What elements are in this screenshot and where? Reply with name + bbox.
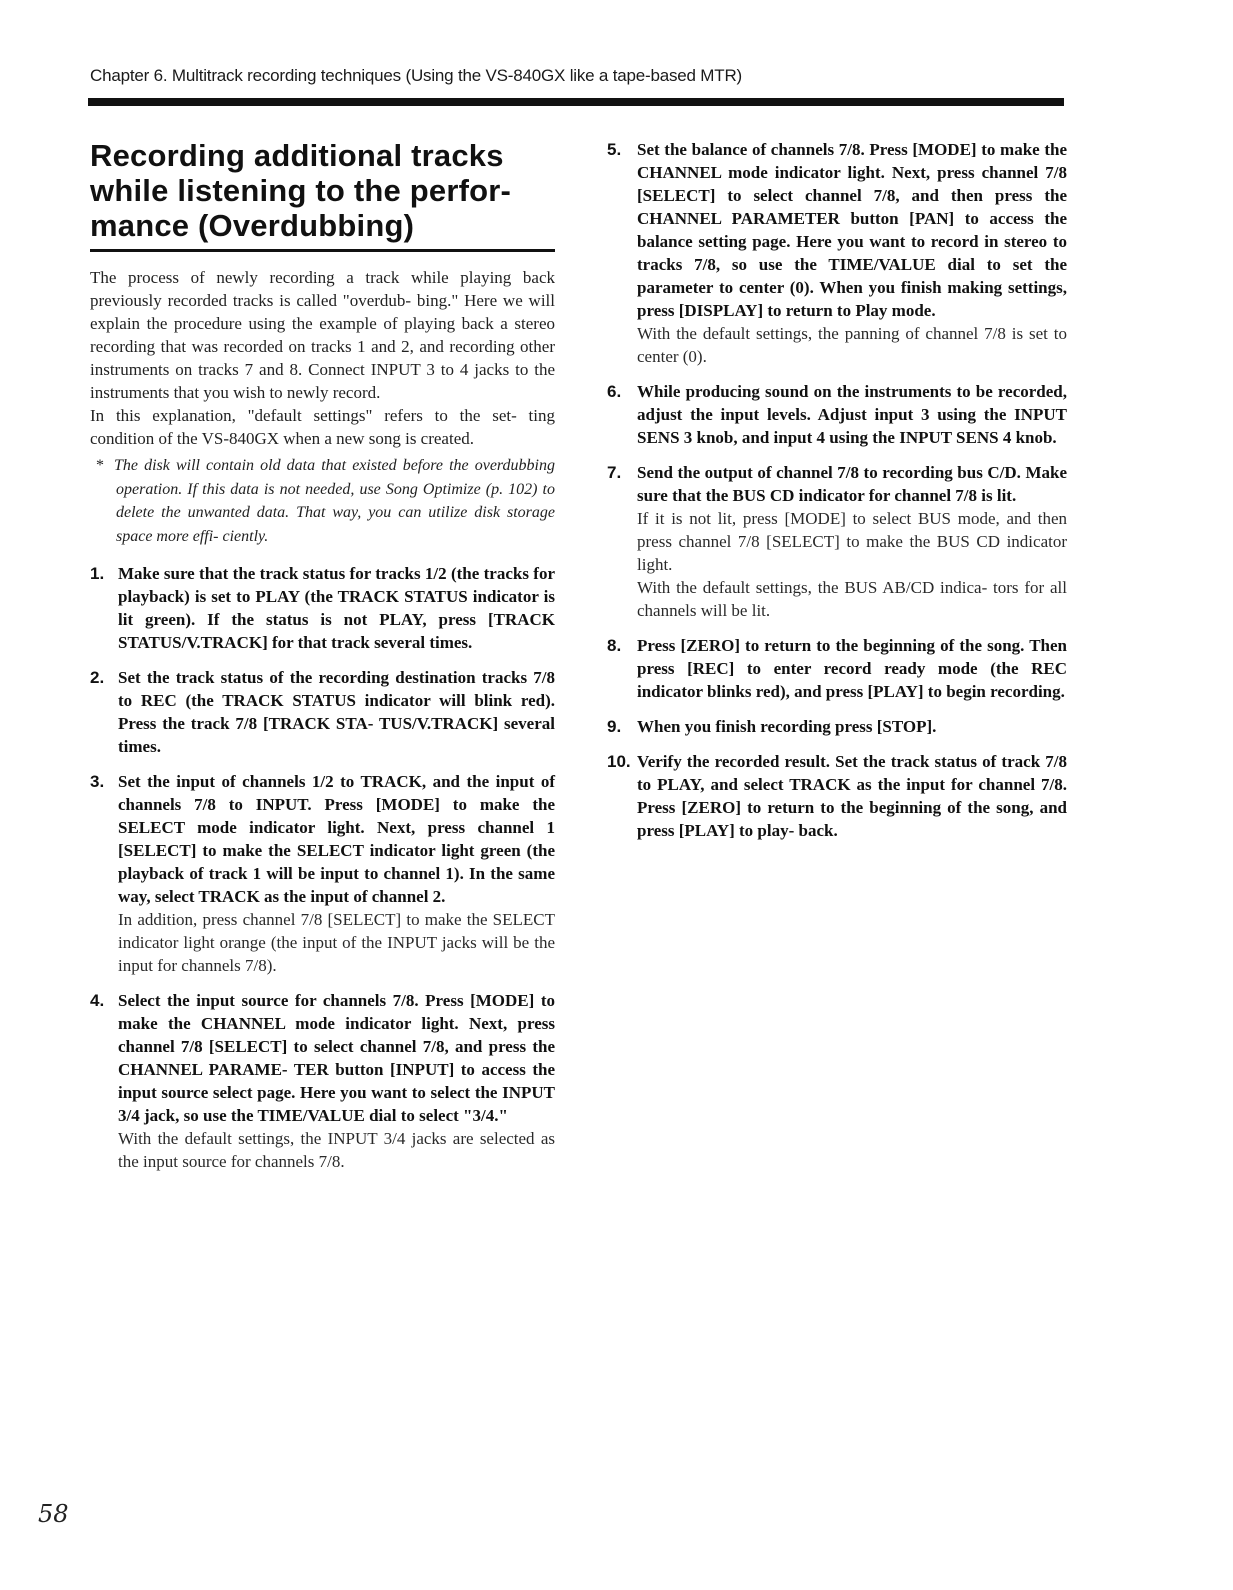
- step-subtext: With the default settings, the panning of channel 7/8 is set to center (0).: [637, 324, 1067, 366]
- step-item: [607, 634, 1067, 703]
- step-subtext: If it is not lit, press [MODE] to select BUS mode, and then press channel 7/8 [SELECT] to make the BUS CD indicator light.: [637, 509, 1067, 574]
- step-item: [607, 750, 1067, 842]
- step-text: Make sure that the track status for tracks 1/2 (the tracks for playback) is set to PLAY (the TRACK STATUS indicator is lit green). If the status is not PLAY, press [TRACK STATUS/V.TRACK] for that track several times.: [118, 564, 555, 652]
- step-text: Set the balance of channels 7/8. Press [MODE] to make the CHANNEL mode indicator light. Next, press channel 7/8 [SELECT] to select channel 7/8, and then press the CHANNEL PARAMETER button [PAN] to access the balance setting page. Here you want to record in stereo to tracks 7/8, so use the TIME/VALUE dial to set the parameter to center (0). When you finish making settings, press [DISPLAY] to return to Play mode.: [637, 140, 1067, 320]
- step-text: Verify the recorded result. Set the track status of track 7/8 to PLAY, and select TRACK as the input for channel 7/8. Press [ZERO] to return to the beginning of the song, and press [PLAY] to play- back.: [637, 752, 1067, 840]
- step-item: [607, 715, 1067, 738]
- steps-list-right: [607, 138, 1067, 842]
- step-subtext: With the default settings, the INPUT 3/4 jacks are selected as the input source for channels 7/8.: [118, 1129, 555, 1171]
- step-number: 4.: [90, 991, 105, 1010]
- step-text: Set the track status of the recording destination tracks 7/8 to REC (the TRACK STATUS indicator will blink red). Press the track 7/8 [TRACK STA- TUS/V.TRACK] several times.: [118, 668, 555, 756]
- step-item: [90, 562, 555, 654]
- step-item: [607, 138, 1067, 368]
- step-item: [90, 666, 555, 758]
- step-number: 3.: [90, 772, 105, 791]
- step-number: 2.: [90, 668, 105, 687]
- default-settings-paragraph: In this explanation, "default settings" refers to the set- ting condition of the VS-840GX when a new song is created.: [90, 406, 555, 448]
- step-item: [607, 461, 1067, 622]
- header-rule: [88, 98, 1064, 106]
- step-subtext: With the default settings, the BUS AB/CD indica- tors for all channels will be lit.: [637, 578, 1067, 620]
- step-item: [607, 380, 1067, 449]
- left-column: [90, 138, 555, 1185]
- step-text: Send the output of channel 7/8 to recording bus C/D. Make sure that the BUS CD indicator for channel 7/8 is lit.: [637, 463, 1067, 505]
- step-text: Set the input of channels 1/2 to TRACK, and the input of channels 7/8 to INPUT. Press [MODE] to make the SELECT mode indicator light. Next, press channel 1 [SELECT] to make the SELECT indicator light green (the playback of track 1 will be input to channel 1). In the same way, select TRACK as the input of channel 2.: [118, 772, 555, 906]
- steps-list-left: [90, 562, 555, 1173]
- step-number: 8.: [607, 636, 622, 655]
- step-number: 9.: [607, 717, 622, 736]
- step-text: Press [ZERO] to return to the beginning of the song. Then press [REC] to enter record ready mode (the REC indicator blinks red), and press [PLAY] to begin recording.: [637, 636, 1067, 701]
- note-text: The disk will contain old data that existed before the overdubbing operation. If this data is not needed, use Song Optimize (p. 102) to delete the unwanted data. That way, you can utilize disk storage space more effi- ciently.: [114, 457, 555, 545]
- step-item: [90, 770, 555, 977]
- step-number: 6.: [607, 382, 622, 401]
- right-column: [607, 138, 1067, 854]
- note-marker: *: [96, 457, 104, 474]
- step-text: When you finish recording press [STOP].: [637, 717, 937, 736]
- step-number: 7.: [607, 463, 622, 482]
- intro-paragraph: The process of newly recording a track while playing back previously recorded tracks is called "overdub- bing." Here we will explain the procedure using the example of playing back a stereo recording that was recorded on tracks 1 and 2, and recording other instruments on tracks 7 and 8. Connect INPUT 3 to 4 jacks to the instruments that you wish to newly record.: [90, 268, 555, 402]
- step-number: 1.: [90, 564, 105, 583]
- step-number: 10.: [607, 752, 631, 771]
- step-text: While producing sound on the instruments to be recorded, adjust the input levels. Adjust input 3 using the INPUT SENS 3 knob, and input 4 using the INPUT SENS 4 knob.: [637, 382, 1067, 447]
- note: [90, 454, 555, 548]
- section-title: Recording additional tracks while listening to the perfor- mance (Overdubbing): [90, 138, 555, 252]
- chapter-header: Chapter 6. Multitrack recording techniques (Using the VS-840GX like a tape-based MTR): [90, 66, 742, 85]
- step-subtext: In addition, press channel 7/8 [SELECT] to make the SELECT indicator light orange (the input of the INPUT jacks will be the input for channels 7/8).: [118, 910, 555, 975]
- page-number: 58: [38, 1500, 69, 1528]
- step-item: [90, 989, 555, 1173]
- step-number: 5.: [607, 140, 622, 159]
- step-text: Select the input source for channels 7/8. Press [MODE] to make the CHANNEL mode indicator light. Next, press channel 7/8 [SELECT] to select channel 7/8, and press the CHANNEL PARAME- TER button [INPUT] to access the input source select page. Here you want to select the INPUT 3/4 jack, so use the TIME/VALUE dial to select "3/4.": [118, 991, 555, 1125]
